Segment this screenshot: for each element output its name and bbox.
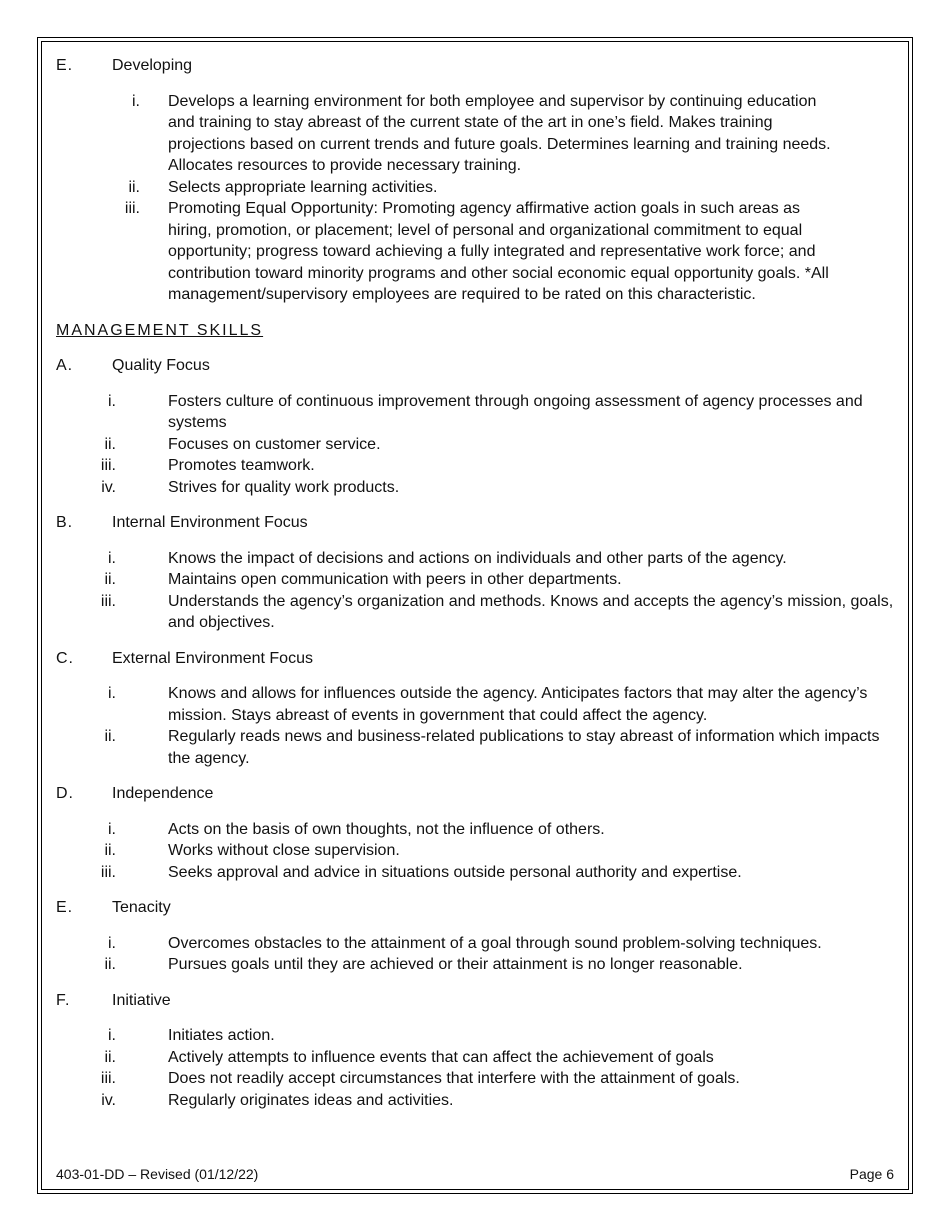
page-footer xyxy=(56,1166,894,1182)
list-item-text: Does not readily accept circumstances that interfere with the attainment of goals. xyxy=(168,1070,740,1087)
list-item xyxy=(56,477,896,499)
list-item xyxy=(56,862,896,884)
list-item-number: i. xyxy=(108,1027,116,1044)
section-letter: C. xyxy=(56,649,74,667)
list-item xyxy=(56,954,896,976)
list-item-number: iii. xyxy=(100,1070,116,1087)
list-item-text: Promotes teamwork. xyxy=(168,457,315,474)
list-item-number: i. xyxy=(108,685,116,702)
section-heading xyxy=(56,990,896,1012)
list-item-number: ii. xyxy=(104,842,116,859)
section-heading xyxy=(56,355,896,377)
list-item-number: iii. xyxy=(124,200,140,217)
list-item-text: Acts on the basis of own thoughts, not the influence of others. xyxy=(168,820,605,838)
list-item xyxy=(56,591,896,634)
list-item-text: Knows the impact of decisions and actions on individuals and other parts of the agency. xyxy=(168,549,787,567)
section-title: Initiative xyxy=(112,991,171,1009)
list-item xyxy=(56,455,896,477)
list-item-text: Promoting Equal Opportunity: Promoting agency affirmative action goals in such areas as hiring, promotion, or placement; level of personal and organizational commitment to equal opportunity; progress toward achieving a fully integrated and representative work force; and contribution toward minority programs and other social economic equal opportunity goals. *All management/supervisory employees are required to be rated on this characteristic. xyxy=(168,200,829,303)
section-title: External Environment Focus xyxy=(112,649,313,667)
section-letter: E. xyxy=(56,899,74,916)
section-heading xyxy=(56,648,896,670)
document-body xyxy=(56,55,896,1111)
list-item-text: Regularly originates ideas and activities. xyxy=(168,1091,454,1109)
list-item-text: Selects appropriate learning activities. xyxy=(168,178,438,196)
list-item-number: iii. xyxy=(100,592,116,610)
form-revision: 403-01-DD – Revised (01/12/22) xyxy=(56,1166,259,1182)
list-item xyxy=(56,683,896,726)
list-item-text: Works without close supervision. xyxy=(168,842,400,859)
page-number: Page 6 xyxy=(849,1166,894,1182)
list-item-number: ii. xyxy=(104,956,116,973)
list-item-text: Regularly reads news and business-related publications to stay abreast of information which impacts the agency. xyxy=(168,728,880,767)
section-title: Independence xyxy=(112,785,214,802)
list-item xyxy=(56,819,896,841)
list-item-text: Pursues goals until they are achieved or their attainment is no longer reasonable. xyxy=(168,956,743,973)
list-item-number: i. xyxy=(108,820,116,838)
list-item-text: Actively attempts to influence events that can affect the achievement of goals xyxy=(168,1048,714,1066)
list-item-number: iii. xyxy=(100,457,116,474)
list-item-text: Initiates action. xyxy=(168,1027,275,1044)
list-item-number: ii. xyxy=(104,435,116,453)
section-heading xyxy=(56,897,896,919)
list-item-text: Seeks approval and advice in situations outside personal authority and expertise. xyxy=(168,863,742,881)
list-item xyxy=(56,198,896,306)
section-letter: B. xyxy=(56,514,74,531)
list-item-number: ii. xyxy=(128,178,140,196)
list-item xyxy=(56,434,896,456)
list-item xyxy=(56,840,896,862)
list-item xyxy=(56,1090,896,1112)
list-item xyxy=(56,1025,896,1047)
list-item xyxy=(56,726,896,769)
list-item xyxy=(56,177,896,199)
management-skills-title: MANAGEMENT SKILLS xyxy=(56,321,264,339)
list-item xyxy=(56,933,896,955)
section-heading xyxy=(56,512,896,534)
list-item-number: iv. xyxy=(101,478,116,496)
list-item-number: ii. xyxy=(104,728,116,745)
list-item-number: i. xyxy=(132,92,140,110)
list-item-text: Overcomes obstacles to the attainment of a goal through sound problem-solving techniques. xyxy=(168,934,822,952)
list-item-number: i. xyxy=(108,549,116,567)
list-item-number: iii. xyxy=(100,863,116,881)
list-item-text: Fosters culture of continuous improvement through ongoing assessment of agency processes and systems xyxy=(168,392,863,431)
section-heading xyxy=(56,783,896,805)
section-heading xyxy=(56,55,896,77)
section-title: Developing xyxy=(112,57,193,74)
list-item xyxy=(56,1047,896,1069)
list-item-text: Maintains open communication with peers in other departments. xyxy=(168,571,622,588)
list-item-number: iv. xyxy=(101,1091,116,1109)
list-item xyxy=(56,1068,896,1090)
list-item xyxy=(56,569,896,591)
list-item xyxy=(56,91,896,177)
list-item-number: i. xyxy=(108,392,116,410)
list-item-text: Understands the agency’s organization and methods. Knows and accepts the agency’s mission, goals, and objectives. xyxy=(168,592,894,631)
list-item xyxy=(56,548,896,570)
section-title: Internal Environment Focus xyxy=(112,514,308,531)
list-item-text: Knows and allows for influences outside the agency. Anticipates factors that may alter the agency’s mission. Stays abreast of events in government that could affect the agency. xyxy=(168,685,868,724)
list-item-text: Focuses on customer service. xyxy=(168,435,381,453)
list-item-text: Develops a learning environment for both employee and supervisor by continuing education and training to stay abreast of the current state of the art in one’s field. Makes training projections based on current trends and future goals. Determines learning and training needs. Allocates resources to provide necessary training. xyxy=(168,92,831,174)
list-item-number: ii. xyxy=(104,571,116,588)
list-item-number: i. xyxy=(108,934,116,952)
list-item-text: Strives for quality work products. xyxy=(168,478,400,496)
section-letter: A. xyxy=(56,357,74,374)
list-item-number: ii. xyxy=(104,1048,116,1066)
section-letter: F. xyxy=(56,991,71,1009)
section-title: Tenacity xyxy=(112,899,171,916)
list-item xyxy=(56,391,896,434)
section-letter: D. xyxy=(56,785,74,802)
section-letter: E. xyxy=(56,57,74,74)
section-title: Quality Focus xyxy=(112,357,210,374)
